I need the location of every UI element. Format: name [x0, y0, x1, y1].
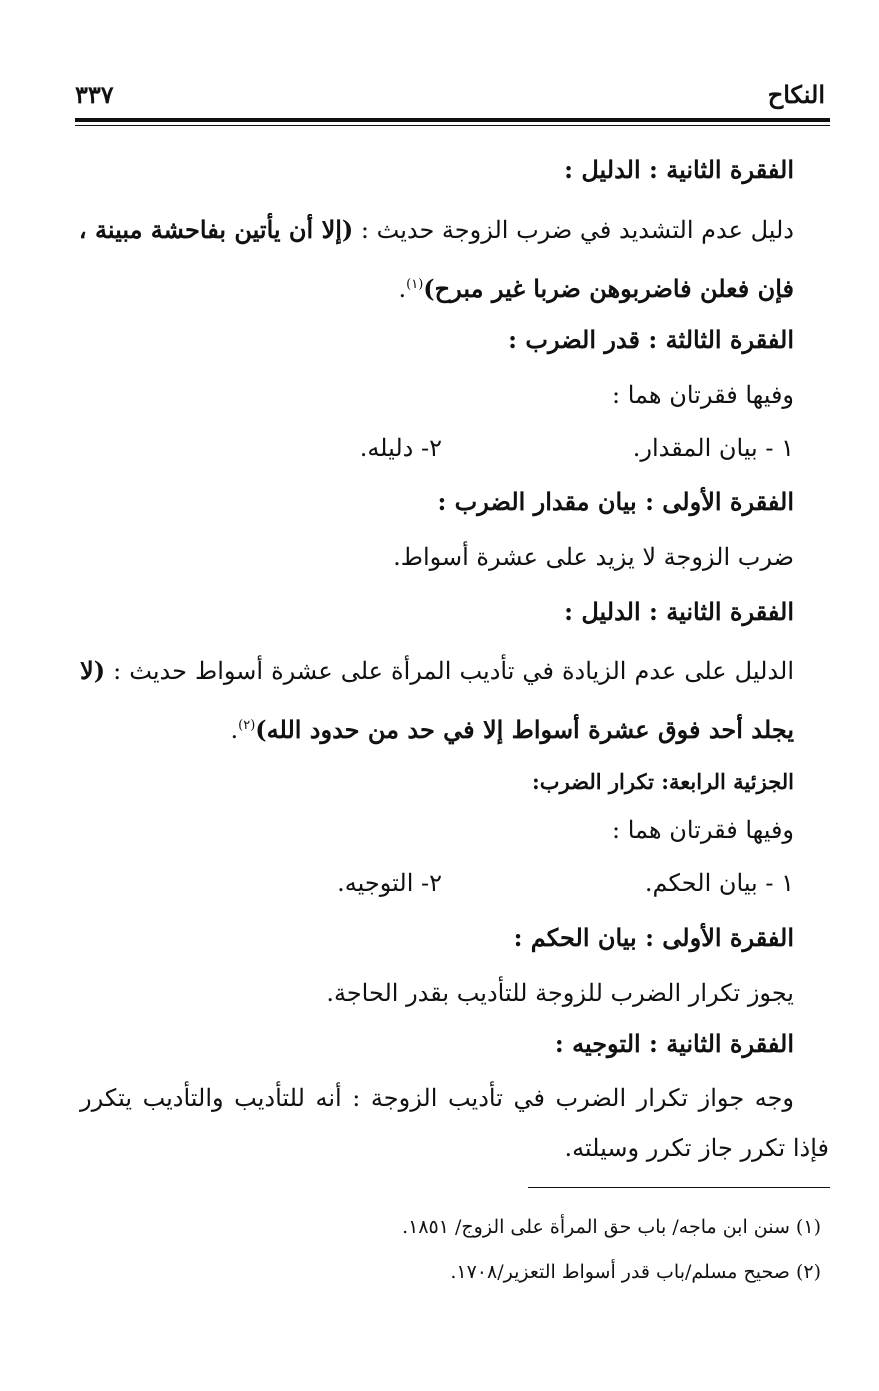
hadith-quote: (لا — [80, 656, 106, 685]
page-number: ٣٣٧ — [75, 80, 114, 109]
body-line — [80, 653, 794, 689]
body-line: وفيها فقرتان هما : — [612, 816, 794, 844]
body-line — [399, 267, 794, 307]
list-item: ١ - بيان المقدار. — [632, 434, 794, 462]
list-item: ١ - بيان الحكم. — [644, 869, 794, 897]
body-line — [231, 708, 794, 748]
body-text: الدليل على عدم الزيادة في تأديب المرأة على عشرة أسواط حديث : — [105, 657, 794, 685]
footnote-separator — [528, 1187, 830, 1188]
footnote-ref: (٢) — [238, 718, 256, 733]
footnote-ref: (١) — [406, 277, 424, 292]
body-line: ضرب الزوجة لا يزيد على عشرة أسواط. — [393, 543, 794, 571]
body-line: وفيها فقرتان هما : — [612, 381, 794, 409]
body-line: وجه جواز تكرار الضرب في تأديب الزوجة : أنه للتأديب والتأديب يتكرر — [80, 1084, 794, 1112]
body-line — [80, 212, 794, 248]
footnote: (١) سنن ابن ماجه/ باب حق المرأة على الزوج/ ١٨٥١. — [402, 1216, 821, 1238]
body-line: فإذا تكرر جاز تكرر وسيلته. — [564, 1134, 829, 1162]
chapter-title: النكاح — [767, 80, 825, 109]
section-heading: الفقرة الثالثة : قدر الضرب : — [508, 325, 794, 354]
header-rule — [75, 118, 830, 122]
page-header — [75, 80, 830, 120]
section-heading: الفقرة الأولى : بيان الحكم : — [513, 923, 794, 952]
footnote: (٢) صحيح مسلم/باب قدر أسواط التعزير/١٧٠٨. — [450, 1261, 821, 1283]
body-text: . — [398, 275, 407, 303]
body-text: دليل عدم التشديد في ضرب الزوجة حديث : — [353, 216, 794, 244]
list-item: ٢- التوجيه. — [337, 869, 442, 897]
header-rule-thin — [75, 125, 830, 126]
hadith-quote: (إلا أن يأتين بفاحشة مبينة ، — [78, 215, 354, 244]
body-text: . — [230, 716, 239, 744]
hadith-quote: يجلد أحد فوق عشرة أسواط إلا في حد من حدود الله) — [255, 715, 794, 744]
section-heading: الفقرة الثانية : الدليل : — [564, 597, 794, 626]
list-item: ٢- دليله. — [359, 434, 442, 462]
section-heading: الفقرة الأولى : بيان مقدار الضرب : — [437, 487, 794, 516]
section-heading: الفقرة الثانية : التوجيه : — [554, 1029, 794, 1058]
section-heading: الفقرة الثانية : الدليل : — [564, 155, 794, 184]
body-line: يجوز تكرار الضرب للزوجة للتأديب بقدر الحاجة. — [326, 979, 794, 1007]
subsection-heading: الجزئية الرابعة: تكرار الضرب: — [532, 769, 794, 794]
hadith-quote: فإن فعلن فاضربوهن ضربا غير مبرح) — [423, 274, 794, 303]
